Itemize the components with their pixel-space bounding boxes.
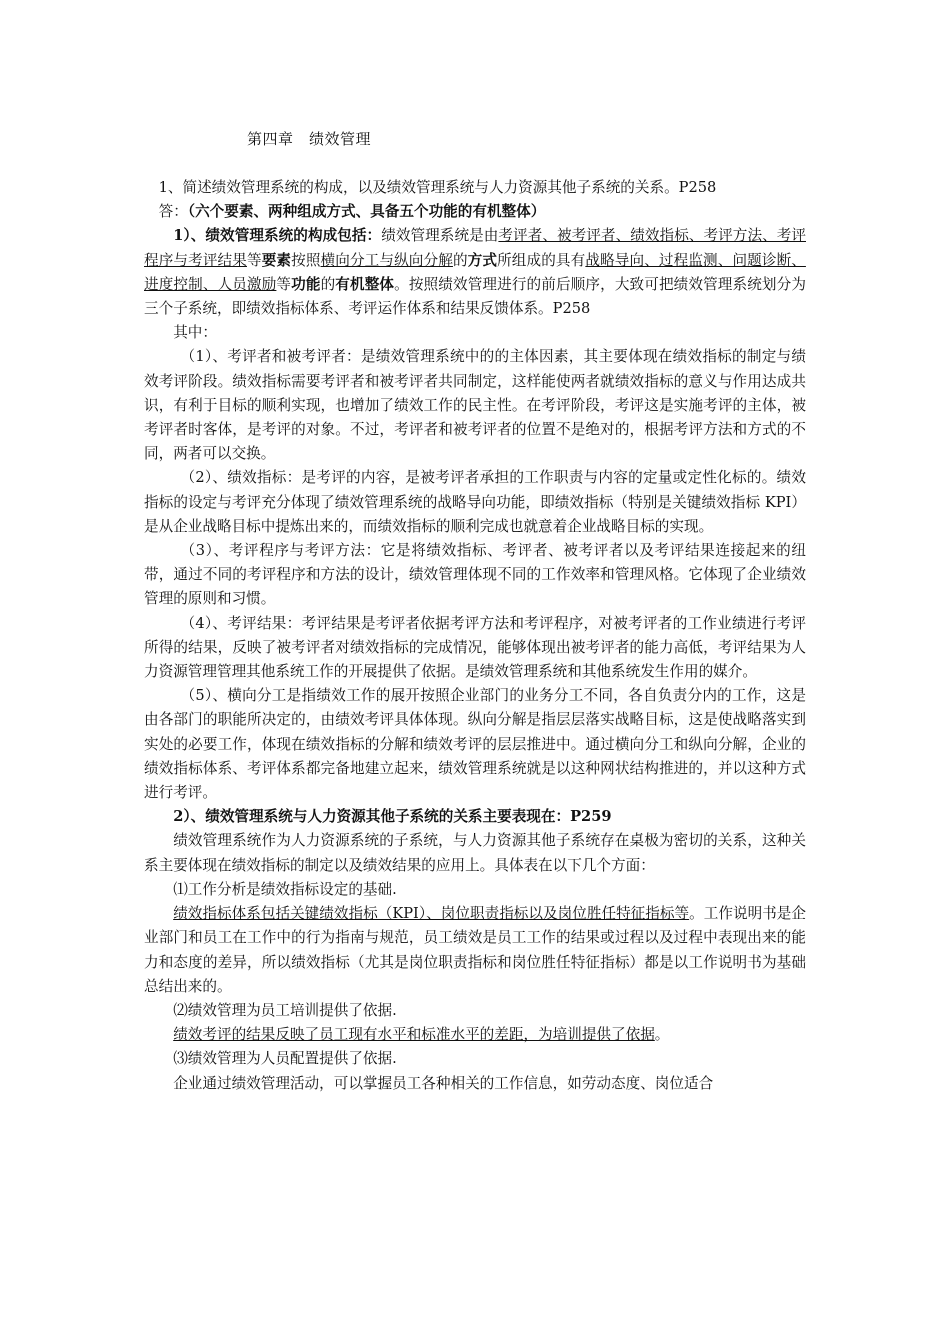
s1-bold-elements: 要素 <box>261 251 292 269</box>
relation-1-text <box>144 902 806 999</box>
item-1: （1）、考评者和被考评者：是绩效管理系统中的的主体因素，其主要体现在绩效指标的制定与绩效考评阶段。绩效指标需要考评者和被考评者共同制定，这样能使两者就绩效指标的意义与作用达成共识，有利于目标的顺利实现，也增加了绩效工作的民主性。在考评阶段，考评这是实施考评的主体，被考评者时客体，是考评的对象。不过，考评者和被考评者的位置不是绝对的，根据考评方法和方式的不同，两者可以交换。 <box>144 348 806 463</box>
relation-3-heading: ⑶绩效管理为人员配置提供了依据. <box>173 1050 397 1068</box>
relation-2-heading: ⑵绩效管理为员工培训提供了依据. <box>173 1001 397 1019</box>
s1-bold-whole: 有机整体 <box>335 275 395 293</box>
relation-2-underline: 绩效考评的结果反映了员工现有水平和标准水平的差距，为培训提供了依据 <box>173 1026 655 1044</box>
relation-2-text <box>144 1023 806 1047</box>
question-1: 1、简述绩效管理系统的构成，以及绩效管理系统与人力资源其他子系统的关系。P258 <box>158 179 717 196</box>
section-1-heading: 1）、绩效管理系统的构成包括： <box>173 227 382 245</box>
s1-underline-method: 横向分工与纵向分解 <box>320 251 453 269</box>
relation-1-underline: 绩效指标体系包括关键绩效指标（KPI）、岗位职责指标以及岗位胜任特征指标等 <box>173 905 690 923</box>
relation-2-rest: 。 <box>654 1026 670 1044</box>
section-2-intro: 绩效管理系统作为人力资源系统的子系统，与人力资源其他子系统存在桌极为密切的关系，这种关系主要体现在绩效指标的制定以及绩效结果的应用上。具体表在以下几个方面： <box>144 832 806 874</box>
section-1-paragraph <box>144 224 806 321</box>
item-2: （2）、绩效指标：是考评的内容，是被考评者承担的工作职责与内容的定量或定性化标的。绩效指标的设定与考评充分体现了绩效管理系统的战略导向功能，即绩效指标（特别是关键绩效指标 KPI）是从企业战略目标中提炼出来的，而绩效指标的顺利完成也就意着企业战略目标的实现。 <box>144 469 806 535</box>
qizhong-label: 其中： <box>173 324 217 342</box>
s1-text: 等 <box>276 275 292 293</box>
chapter-title: 第四章 绩效管理 <box>247 130 372 148</box>
s1-text: 的 <box>320 275 336 293</box>
s1-text: 的 <box>452 251 468 269</box>
relation-1-rest: 。工作说明书是企业部门和员工在工作中的行为指南与规范，员工绩效是员工工作的结果或过程以及过程中表现出来的能力和态度的差异，所以绩效指标（尤其是岗位职责指标和岗位胜任特征指标）都是以工作说明书为基础总结出来的。 <box>144 905 806 995</box>
s1-underline-elements: 考评者、被考评者、绩效指标、考评方法、考评程序与考评结果 <box>144 227 806 269</box>
s1-text: 所组成的具有 <box>497 251 586 269</box>
document-body <box>144 176 806 1096</box>
s1-text: 。按照绩效管理进行的前后顺序，大致可把绩效管理系统划分为三个子系统，即绩效指标体系、考评运作体系和结果反馈体系。P258 <box>144 275 806 318</box>
s1-text: 等 <box>246 251 262 269</box>
answer-line <box>144 200 806 224</box>
relation-3-text: 企业通过绩效管理活动，可以掌握员工各种相关的工作信息，如劳动态度、岗位适合 <box>173 1074 714 1092</box>
s1-underline-functions: 战略导向、过程监测、问题诊断、进度控制、人员激励 <box>144 251 806 293</box>
s1-bold-method: 方式 <box>467 251 498 269</box>
item-5: （5）、横向分工是指绩效工作的展开按照企业部门的业务分工不同，各自负责分内的工作，这是由各部门的职能所决定的，由绩效考评具体体现。纵向分解是指层层落实战略目标，这是使战略落实到实处的必要工作，体现在绩效指标的分解和绩效考评的层层推进中。通过横向分工和纵向分解，企业的绩效指标体系、考评体系都完备地建立起来，绩效管理系统就是以这种网状结构推进的，并以这种方式进行考评。 <box>144 687 806 802</box>
answer-prefix: 答： <box>158 203 188 221</box>
s1-bold-function: 功能 <box>291 275 321 293</box>
s1-text: 绩效管理系统是由 <box>381 227 499 245</box>
answer-summary: （六个要素、两种组成方式、具备五个功能的有机整体） <box>187 203 546 221</box>
item-4: （4）、考评结果：考评结果是考评者依据考评方法和考评程序，对被考评者的工作业绩进行考评所得的结果，反映了被考评者对绩效指标的完成情况，能够体现出被考评者的能力高低，考评结果为人力资源管理管理其他系统工作的开展提供了依据。是绩效管理系统和其他系统发生作用的媒介。 <box>144 614 806 681</box>
relation-1-heading: ⑴工作分析是绩效指标设定的基础. <box>173 880 397 898</box>
item-3: （3）、考评程序与考评方法：它是将绩效指标、考评者、被考评者以及考评结果连接起来的纽带，通过不同的考评程序和方法的设计，绩效管理体现不同的工作效率和管理风格。它体现了企业绩效管理的原则和习惯。 <box>144 542 806 608</box>
s1-text: 按照 <box>291 251 321 269</box>
section-2-heading: 2）、绩效管理系统与人力资源其他子系统的关系主要表现在：P259 <box>173 808 612 826</box>
